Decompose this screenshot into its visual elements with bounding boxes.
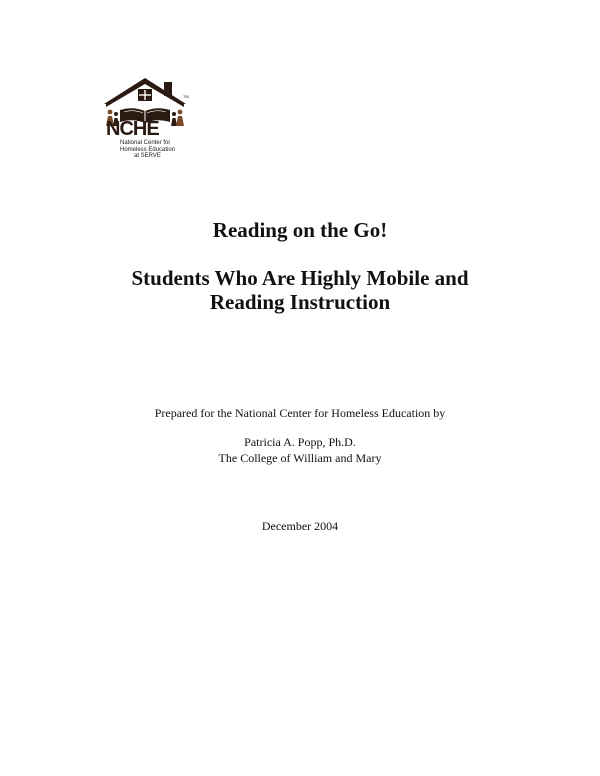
- subtitle-line: Reading Instruction: [209, 290, 391, 314]
- publication-date: December 2004: [261, 519, 339, 533]
- author-affiliation: The College of William and Mary: [218, 451, 382, 465]
- author-name: Patricia A. Popp, Ph.D.: [244, 435, 356, 449]
- logo-caption: [120, 140, 182, 160]
- subtitle-line: Students Who Are Highly Mobile and: [131, 266, 469, 290]
- document-subtitle: [0, 266, 600, 314]
- nche-logo: [100, 76, 190, 168]
- document-title: Reading on the Go!: [212, 218, 388, 242]
- prepared-by-statement: Prepared for the National Center for Homeless Education by: [154, 406, 446, 420]
- logo-caption-line: Homeless Education: [120, 146, 176, 153]
- author-block: [0, 434, 600, 466]
- logo-caption-line: at SERVE: [134, 153, 161, 160]
- svg-text:TM: TM: [183, 94, 189, 99]
- logo-caption-line: National Center for: [120, 140, 171, 146]
- logo-acronym: NCHE: [106, 118, 159, 140]
